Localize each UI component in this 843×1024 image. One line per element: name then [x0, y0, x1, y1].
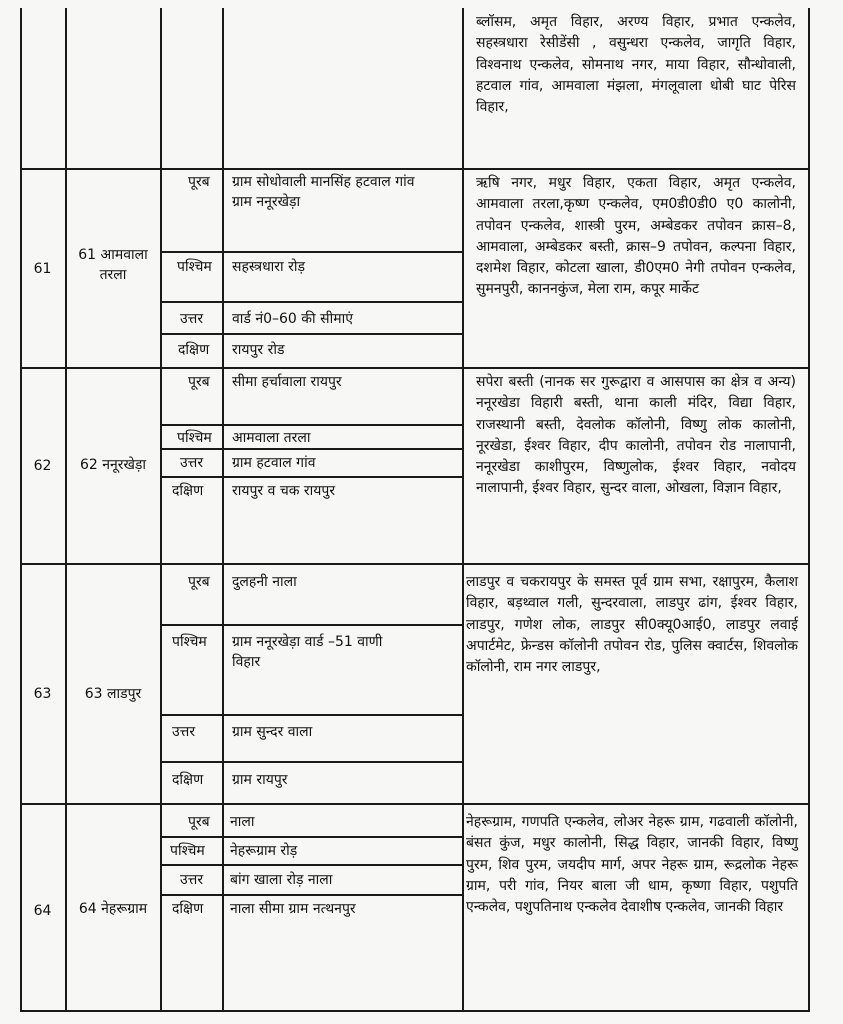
serial-number: 64: [33, 903, 52, 919]
table-rule: [160, 714, 462, 716]
table-rule: [222, 8, 224, 1012]
areas-cell: सपेरा बस्ती (नानक सर गुरूद्वारा व आसपास का क्षेत्र व अन्य) ननूरखेडा विहारी बस्ती, थाना काली मंदिर, विद्या विहार, राजस्थानी बस्ती, देवलोक कॉलोनी, विष्णु लोक कालोनी, नूरखेडा, ईश्वर विहार, दीप कालोनी, तपोवन रोड नालापानी, ननूरखेडा काशीपुरम, विष्णुलोक, ईश्वर विहार, नवोदय नालापानी, ईश्वर विहार, सुन्दर वाला, ओखला, विज्ञान विहार,: [476, 374, 796, 497]
table-rule: [160, 624, 462, 626]
table-rule: [462, 8, 464, 1012]
serial-number: 63: [33, 686, 52, 702]
table-rule: [160, 476, 462, 478]
boundary-east: ग्राम सोधोवाली मानसिंह हटवाल गांव ग्राम ननूरखेड़ा: [232, 174, 415, 211]
boundary-north: बांग खाला रोड़ नाला: [230, 872, 333, 888]
boundary-east: सीमा हर्चावाला रायपुर: [232, 374, 342, 390]
table-rule: [160, 761, 462, 763]
boundary-west: नेहरूग्राम रोड़: [230, 843, 298, 859]
boundary-east: नाला: [230, 814, 255, 830]
table-rule: [65, 8, 67, 1012]
table-rule: [160, 8, 162, 1012]
areas-cell: नेहरूग्राम, गणपति एन्कलेव, लोअर नेहरू ग्राम, गढवाली कॉलोनी, बंसत कुंज, मधुर कालोनी, सिद्ध विहार, जानकी विहार, विष्णु पुरम, शिव पुरम, जयदीप मार्ग, अपर नेहरू ग्राम, रूद्रलोक नेहरू ग्राम, परी गांव, नियर बाला जी धाम, कृष्णा विहार, पशुपति एन्कलेव, पशुपतिनाथ एन्कलेव देवाशीष एन्कलेव, जानकी विहार: [466, 814, 798, 916]
areas-cell: ब्लॉसम, अमृत विहार, अरण्य विहार, प्रभात एन्कलेव, सहस्त्रधारा रेसीडेंसी , वसुन्धरा एन्कलेव, जागृति विहार, विश्वनाथ एन्कलेव, सोमनाथ नगर, माया विहार, सौन्धोवाली, हटवाल गांव, आमवाला मंझला, मंगलूवाला धोबी घाट पेरिस विहार,: [476, 14, 796, 116]
areas-cell: ऋषि नगर, मधुर विहार, एकता विहार, अमृत एन्कलेव, आमवाला तरला,कृष्ण एन्कलेव, एम0डी0डी0 ए0 कालोनी, तपोवन एन्कलेव, शास्त्री पुरम, अम्बेडकर तपोवन क्रास–8, आमवाला, अम्बेडकर बस्ती, क्रास–9 तपोवन, कल्पना विहार, दशमेश विहार, कोटला खाला, डी0एम0 नेगी तपोवन एन्कलेव, सुमनपुरी, काननकुंज, मेला राम, कपूर मार्केट: [476, 175, 796, 298]
direction-west: पश्चिम: [177, 430, 212, 446]
direction-north: उत्तर: [180, 455, 204, 471]
table-rule: [160, 251, 462, 253]
serial-number: 61: [33, 261, 52, 277]
direction-north: उत्तर: [180, 311, 204, 327]
direction-west: पश्चिम: [170, 843, 205, 859]
direction-west: पश्चिम: [172, 634, 207, 650]
boundary-west: ग्राम ननूरखेड़ा वार्ड –51 वाणी विहार: [232, 634, 383, 671]
boundary-north: ग्राम सुन्दर वाला: [232, 724, 313, 740]
direction-south: दक्षिण: [172, 901, 204, 917]
direction-north: उत्तर: [172, 724, 196, 740]
direction-east: पूरब: [188, 374, 210, 390]
boundary-south: रायपुर व चक रायपुर: [232, 483, 336, 499]
boundary-south: ग्राम रायपुर: [232, 772, 288, 788]
direction-south: दक्षिण: [178, 342, 210, 358]
boundary-west: आमवाला तरला: [232, 430, 311, 446]
ward-name: 64 नेहरूग्राम: [78, 901, 148, 917]
boundary-west: सहस्त्रधारा रोड़: [232, 259, 305, 275]
direction-north: उत्तर: [180, 872, 204, 888]
table-rule: [20, 367, 809, 369]
table-rule: [808, 8, 810, 1012]
direction-south: दक्षिण: [172, 772, 204, 788]
direction-east: पूरब: [188, 174, 210, 190]
table-rule: [20, 8, 22, 1012]
boundary-south: रायपुर रोड: [232, 342, 285, 358]
table-rule: [160, 864, 462, 866]
table-rule: [160, 424, 462, 426]
table-rule: [20, 563, 809, 565]
table-rule: [160, 836, 462, 838]
direction-west: पश्चिम: [177, 259, 212, 275]
table-rule: [160, 894, 462, 896]
areas-cell: लाडपुर व चकरायपुर के समस्त पूर्व ग्राम सभा, रक्षापुरम, कैलाश विहार, बड़थ्वाल गली, सुन्दरवाला, लाडपुर ढांग, ईश्वर विहार, लाडपुर, गणेश लोक, लाडपुर सी0क्यू0आई0, लाडपुर लवाई अपार्टमेट, फ्रेन्डस कॉलोनी तपोवन रोड, पुलिस क्वार्टस, शिवलोक कॉलोनी, राम नगर लाडपुर,: [466, 574, 798, 676]
table-rule: [160, 301, 462, 303]
table-rule: [20, 803, 809, 805]
direction-south: दक्षिण: [172, 483, 204, 499]
direction-east: पूरब: [188, 814, 210, 830]
boundary-south: नाला सीमा ग्राम नत्थनपुर: [230, 901, 356, 917]
boundary-north: वार्ड नं0–60 की सीमाएं: [232, 311, 353, 327]
ward-name: 63 लाडपुर: [84, 686, 142, 702]
direction-east: पूरब: [188, 574, 210, 590]
boundary-east: दुलहनी नाला: [232, 574, 297, 590]
ward-name: 61 आमवाला तरला: [78, 247, 148, 284]
ward-name: 62 ननूरखेड़ा: [79, 457, 147, 473]
serial-number: 62: [33, 458, 52, 474]
table-rule: [20, 1010, 809, 1012]
table-rule: [20, 168, 809, 170]
boundary-north: ग्राम हटवाल गांव: [232, 455, 316, 471]
table-rule: [160, 333, 462, 335]
